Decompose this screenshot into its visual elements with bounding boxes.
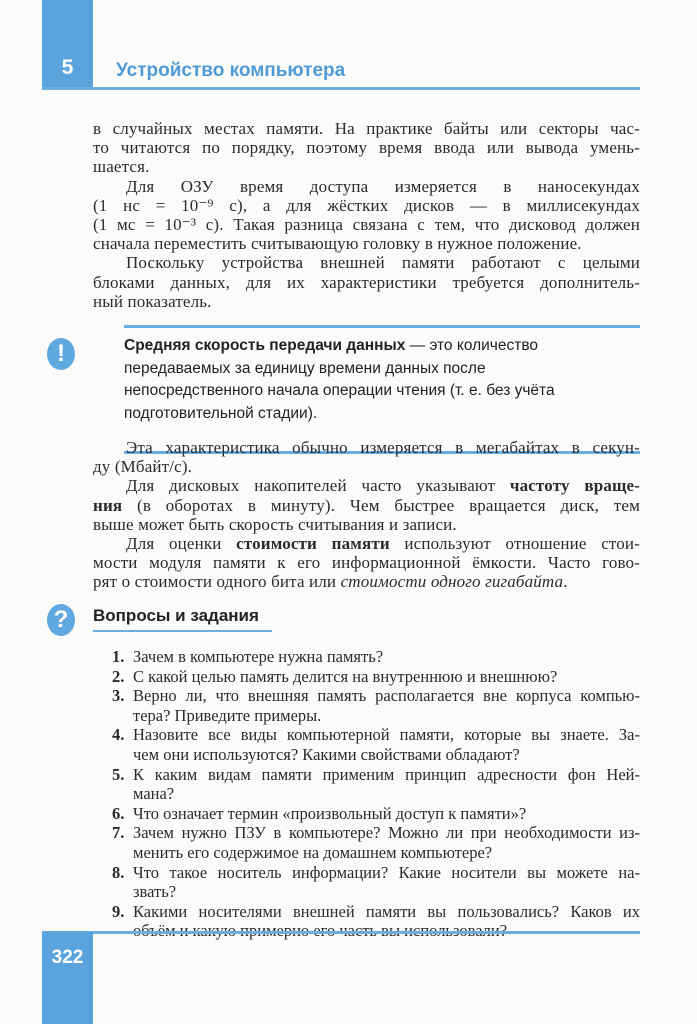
text-line (93, 234, 640, 253)
question-text-line: К каким видам памяти применим принцип адресности фон Ней- (133, 764, 640, 784)
question-text-line: Зачем нужно ПЗУ в компьютере? Можно ли при необходимости из- (133, 823, 640, 843)
text-segment: непосредственного начала операции чтения (т. е. без учёта (124, 382, 555, 399)
text-line (93, 196, 640, 215)
text-line (93, 515, 640, 534)
question-text-line: чем они используются? Какими свойствами обладают? (133, 744, 520, 764)
page-number: 322 (51, 947, 84, 968)
question-item (112, 823, 640, 862)
text-segment: сначала переместить считывающую головку в нужное положение. (93, 234, 582, 254)
question-icon: ? (47, 604, 75, 636)
exclamation-icon: ! (47, 338, 75, 370)
question-number: 9. (112, 901, 125, 921)
question-item (112, 863, 640, 902)
text-segment: (в оборотах в минуту). Чем быстрее вращается диск, тем (122, 495, 640, 515)
question-item (112, 804, 640, 824)
question-text-line: Верно ли, что внешняя память располагается вне корпуса компью- (133, 686, 640, 706)
bold-term: стоимости памяти (236, 534, 390, 554)
text-segment: в случайных местах памяти. На практике байты или секторы час- (93, 119, 640, 138)
question-text-line: С какой целью память делится на внутреннюю и внешнюю? (133, 666, 558, 686)
question-text-line: менить его содержимое на домашнем компьютере? (133, 842, 493, 862)
text-segment: рят о стоимости одного бита или (93, 572, 341, 592)
text-line (93, 119, 640, 138)
text-line (93, 438, 640, 457)
text-line (124, 335, 640, 358)
bold-term: частоту враще- (509, 476, 640, 496)
question-text-line: мана? (133, 784, 175, 804)
chapter-number: 5 (61, 56, 74, 79)
question-text-line: Что такое носитель информации? Какие носители вы можете на- (133, 862, 640, 882)
text-segment: шается. (93, 157, 150, 177)
footer-rule (42, 931, 640, 934)
text-line (93, 292, 640, 311)
text-segment: Для ОЗУ время доступа измеряется в наносекундах (126, 176, 640, 196)
text-segment: используют отношение стои- (389, 534, 640, 554)
text-line (124, 380, 640, 403)
text-segment: ный показатель. (93, 291, 212, 311)
text-segment: блоками данных, для их характеристики требуется дополнитель- (93, 272, 640, 292)
question-text-line: звать? (133, 882, 177, 902)
text-line (93, 534, 640, 553)
text-line (93, 496, 640, 515)
question-number: 2. (112, 666, 125, 686)
text-segment: — это количество (405, 337, 539, 354)
text-line (93, 572, 640, 591)
question-text-line: Зачем в компьютере нужна память? (133, 647, 384, 666)
text-line (93, 553, 640, 572)
question-item (112, 686, 640, 725)
question-number: 6. (112, 803, 125, 823)
text-segment: Поскольку устройства внешней памяти работают с целыми (126, 253, 640, 273)
header-rule (42, 87, 640, 90)
text-line (93, 138, 640, 157)
text-segment: то читаются по порядку, поэтому время ввода или вывода умень- (93, 138, 640, 158)
text-line (124, 403, 640, 426)
definition-note (124, 335, 640, 425)
question-text-line: Что означает термин «произвольный доступ к памяти»? (133, 803, 527, 823)
text-line (93, 215, 640, 234)
text-segment: (1 нс = 10⁻⁹ с), а для жёстких дисков — в миллисекундах (93, 195, 640, 215)
body-top (93, 119, 640, 311)
page-number-tab (42, 932, 93, 1024)
text-segment: Эта характеристика обычно измеряется в мегабайтах в секун- (126, 438, 640, 457)
text-segment: передаваемых за единицу времени данных после (124, 359, 486, 377)
bold-term: ния (93, 495, 123, 515)
question-item (112, 647, 640, 667)
text-line (93, 457, 640, 476)
question-item (112, 725, 640, 764)
italic-term: стоимости одного гигабайта (340, 572, 564, 592)
text-segment: Для оценки (126, 534, 237, 554)
question-text-line: тера? Приведите примеры. (133, 705, 322, 725)
text-segment: ду (Мбайт/с). (93, 457, 193, 477)
question-item (112, 765, 640, 804)
question-number: 7. (112, 823, 125, 843)
question-number: 1. (112, 647, 125, 666)
question-number: 3. (112, 686, 125, 706)
text-line (93, 253, 640, 272)
text-segment: выше может быть скорость считывания и записи. (93, 514, 457, 534)
text-line (124, 358, 640, 381)
text-line (93, 273, 640, 292)
questions-list (112, 647, 640, 941)
text-segment: (1 мс = 10⁻³ с). Такая разница связана с тем, что дисковод должен (93, 215, 640, 235)
question-number: 5. (112, 764, 125, 784)
body-bottom (93, 438, 640, 592)
question-text-line: Какими носителями внешней памяти вы пользовались? Каков их (133, 901, 640, 921)
question-number: 8. (112, 862, 125, 882)
questions-heading-underline (93, 630, 272, 632)
text-segment: мости модуля памяти к его информационной ёмкости. Часто гово- (93, 553, 640, 573)
text-line (93, 157, 640, 176)
question-item (112, 902, 640, 941)
question-text-line: Назовите все виды компьютерной памяти, которые вы знаете. За- (133, 725, 640, 745)
note-top-rule (124, 325, 640, 328)
text-segment: подготовительной стадии). (124, 404, 318, 422)
question-item (112, 667, 640, 687)
text-segment: . (563, 572, 568, 592)
bold-term: Средняя скорость передачи данных (124, 337, 406, 354)
questions-heading: Вопросы и задания (93, 606, 259, 625)
text-line (93, 177, 640, 196)
chapter-title: Устройство компьютера (116, 60, 346, 81)
text-line (93, 476, 640, 495)
text-segment: Для дисковых накопителей часто указывают (126, 476, 510, 496)
question-number: 4. (112, 725, 125, 745)
